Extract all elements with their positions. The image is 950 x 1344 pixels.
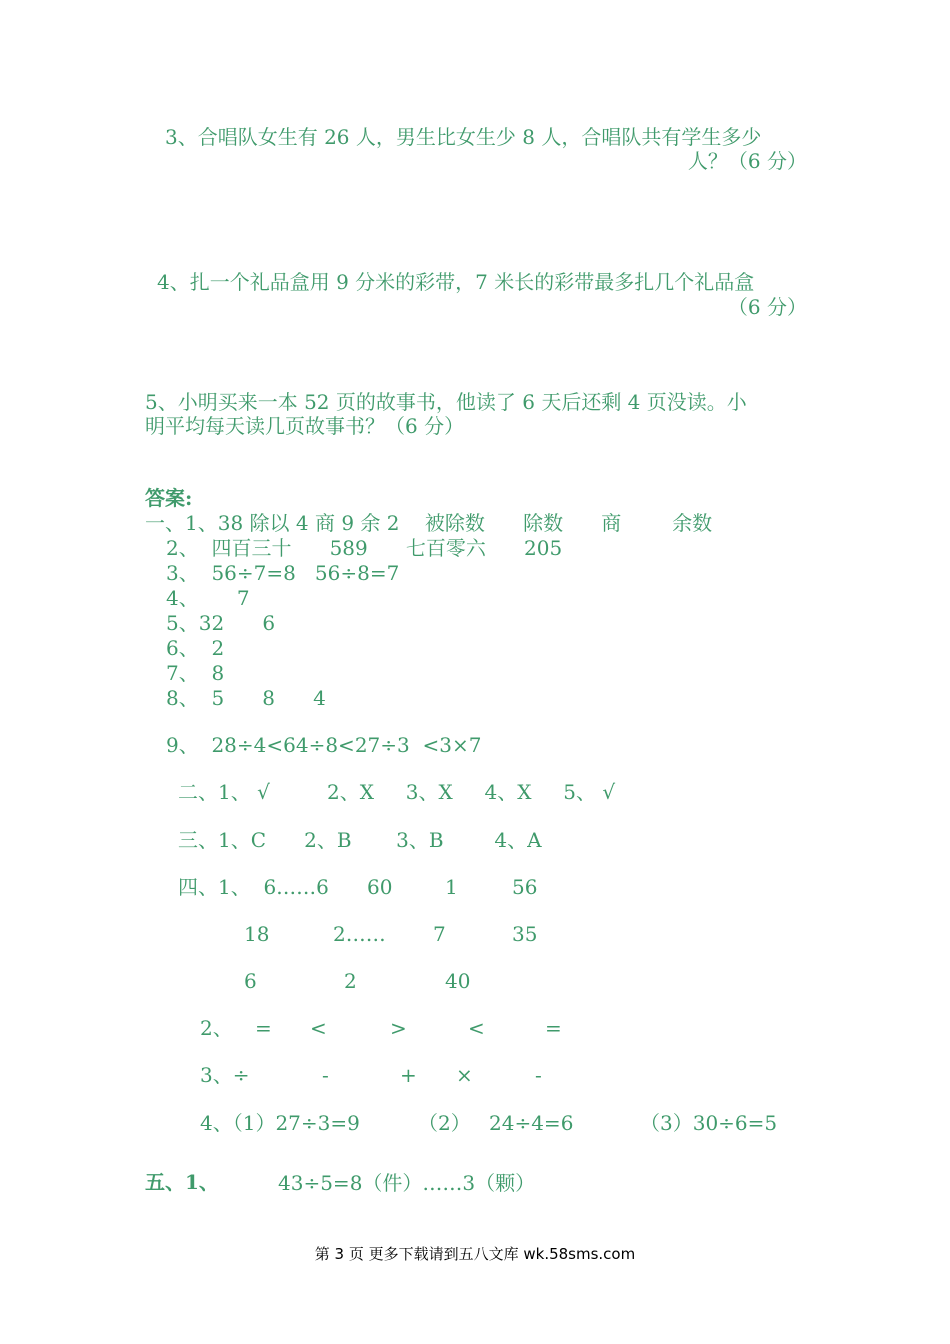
question-4-line-1: 4、扎一个礼品盒用 9 分米的彩带，7 米长的彩带最多扎几个礼品盒 [157,270,755,294]
question-3-line-1: 3、合唱队女生有 26 人，男生比女生少 8 人，合唱队共有学生多少 [165,125,762,149]
answer-1-8: 8、 5 8 4 [166,686,326,710]
answer-4-r3-c3: 40 [445,969,471,993]
page-footer: 第 3 页 更多下载请到五八文库 wk.58sms.com [314,1245,636,1263]
answer-1-2: 2、 四百三十 589 七百零六 205 [166,536,563,560]
answer-4-4-p3: （3）30÷6=5 [640,1111,778,1135]
answer-heading: 答案: [145,486,193,510]
answer-1-9: 9、 28÷4<64÷8<27÷3 <3×7 [166,733,482,757]
answer-4-r2-c4: 35 [512,922,538,946]
answer-4-r1-c2: 60 [367,875,393,899]
answer-4-2-label: 2、 [200,1016,233,1040]
question-4-line-2: （6 分） [727,295,807,319]
answer-5-label: 五、1、 [145,1170,219,1194]
answer-4-4-p2: 24÷4=6 [489,1111,574,1135]
answer-4-r2-c3: 7 [433,922,446,946]
answer-4-r2-c2: 2…… [333,922,386,946]
answer-1-1: 一、1、38 除以 4 商 9 余 2 被除数 除数 商 余数 [145,511,713,535]
answer-3: 三、1、C 2、B 3、B 4、A [178,828,542,852]
answer-4-2-s1: = [255,1016,272,1040]
answer-4-3-s2: + [400,1063,417,1087]
answer-4-3-s1: - [322,1063,329,1087]
answer-1-4: 4、 7 [166,586,250,610]
answer-4-2-s3: > [390,1016,407,1040]
answer-2: 二、1、 √ 2、X 3、X 4、X 5、 √ [178,780,616,804]
answer-4-2-s2: < [310,1016,327,1040]
answer-1-6: 6、 2 [166,636,225,660]
question-3-line-2: 人？（6 分） [687,149,807,173]
answer-1-3: 3、 56÷7=8 56÷8=7 [166,561,400,585]
question-5-line-2: 明平均每天读几页故事书？（6 分） [145,414,465,438]
answer-4-3-s3: × [456,1063,473,1087]
answer-4-r2-c1: 18 [244,922,270,946]
answer-1-5: 5、32 6 [166,611,276,635]
answer-4-2-s5: = [545,1016,562,1040]
answer-4-3-label: 3、÷ [200,1063,250,1087]
answer-4-3-s4: - [535,1063,542,1087]
answer-4-r3-c2: 2 [344,969,357,993]
answer-4-r1-c1: 四、1、 6……6 [178,875,329,899]
answer-4-r3-c1: 6 [244,969,257,993]
question-5-line-1: 5、小明买来一本 52 页的故事书，他读了 6 天后还剩 4 页没读。小 [145,390,747,414]
answer-4-r1-c3: 1 [445,875,458,899]
answer-4-2-s4: < [468,1016,485,1040]
answer-4-4-p1: 4、（1）27÷3=9 [200,1111,360,1135]
answer-5-text: 43÷5=8（件）……3（颗） [278,1171,536,1195]
answer-1-7: 7、 8 [166,661,225,685]
answer-4-4-p2-label: （2） [418,1111,471,1135]
answer-4-r1-c4: 56 [512,875,538,899]
